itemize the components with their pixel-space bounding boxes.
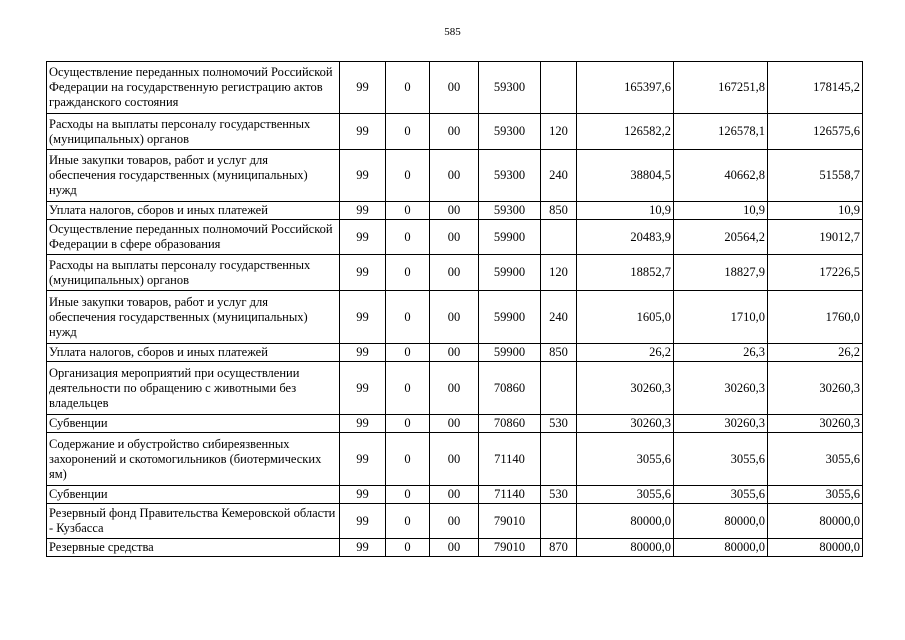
cell-name: Осуществление переданных полномочий Российской Федерации в сфере образования bbox=[47, 220, 340, 255]
cell-code-2: 0 bbox=[386, 504, 430, 539]
cell-amount-2: 80000,0 bbox=[674, 504, 768, 539]
table-row bbox=[47, 220, 863, 255]
table-row bbox=[47, 539, 863, 557]
cell-code-2: 0 bbox=[386, 62, 430, 114]
cell-expense-type: 870 bbox=[541, 539, 577, 557]
cell-amount-2: 30260,3 bbox=[674, 415, 768, 433]
cell-amount-2: 10,9 bbox=[674, 202, 768, 220]
table-row bbox=[47, 114, 863, 150]
cell-code-2: 0 bbox=[386, 114, 430, 150]
cell-amount-1: 126582,2 bbox=[577, 114, 674, 150]
cell-amount-1: 3055,6 bbox=[577, 433, 674, 486]
cell-code-2: 0 bbox=[386, 362, 430, 415]
cell-target-code: 59300 bbox=[479, 202, 541, 220]
cell-code-2: 0 bbox=[386, 415, 430, 433]
cell-code-1: 99 bbox=[340, 114, 386, 150]
cell-target-code: 79010 bbox=[479, 539, 541, 557]
cell-expense-type: 120 bbox=[541, 255, 577, 291]
cell-expense-type bbox=[541, 433, 577, 486]
cell-code-3: 00 bbox=[430, 362, 479, 415]
cell-expense-type: 530 bbox=[541, 486, 577, 504]
cell-amount-3: 80000,0 bbox=[768, 539, 863, 557]
cell-name: Расходы на выплаты персоналу государственных (муниципальных) органов bbox=[47, 255, 340, 291]
cell-amount-2: 20564,2 bbox=[674, 220, 768, 255]
cell-amount-1: 30260,3 bbox=[577, 415, 674, 433]
cell-amount-1: 165397,6 bbox=[577, 62, 674, 114]
cell-code-1: 99 bbox=[340, 504, 386, 539]
cell-code-3: 00 bbox=[430, 504, 479, 539]
cell-amount-2: 167251,8 bbox=[674, 62, 768, 114]
table-row bbox=[47, 486, 863, 504]
cell-target-code: 59900 bbox=[479, 255, 541, 291]
table-row bbox=[47, 291, 863, 344]
cell-amount-1: 20483,9 bbox=[577, 220, 674, 255]
table-row bbox=[47, 433, 863, 486]
cell-code-1: 99 bbox=[340, 433, 386, 486]
cell-amount-3: 30260,3 bbox=[768, 415, 863, 433]
cell-name: Расходы на выплаты персоналу государственных (муниципальных) органов bbox=[47, 114, 340, 150]
cell-expense-type: 240 bbox=[541, 291, 577, 344]
cell-code-2: 0 bbox=[386, 202, 430, 220]
table-body bbox=[47, 62, 863, 557]
cell-code-1: 99 bbox=[340, 344, 386, 362]
cell-amount-2: 1710,0 bbox=[674, 291, 768, 344]
cell-expense-type bbox=[541, 220, 577, 255]
table-row bbox=[47, 504, 863, 539]
cell-expense-type: 850 bbox=[541, 202, 577, 220]
cell-code-2: 0 bbox=[386, 255, 430, 291]
cell-amount-3: 3055,6 bbox=[768, 486, 863, 504]
cell-amount-1: 30260,3 bbox=[577, 362, 674, 415]
cell-code-2: 0 bbox=[386, 220, 430, 255]
cell-name: Иные закупки товаров, работ и услуг для обеспечения государственных (муниципальных) нужд bbox=[47, 150, 340, 202]
cell-name: Резервные средства bbox=[47, 539, 340, 557]
cell-code-1: 99 bbox=[340, 150, 386, 202]
cell-amount-1: 10,9 bbox=[577, 202, 674, 220]
cell-code-2: 0 bbox=[386, 539, 430, 557]
cell-code-3: 00 bbox=[430, 62, 479, 114]
table-row bbox=[47, 255, 863, 291]
cell-code-1: 99 bbox=[340, 539, 386, 557]
cell-code-2: 0 bbox=[386, 344, 430, 362]
cell-code-1: 99 bbox=[340, 362, 386, 415]
cell-amount-3: 3055,6 bbox=[768, 433, 863, 486]
cell-amount-3: 51558,7 bbox=[768, 150, 863, 202]
cell-name: Резервный фонд Правительства Кемеровской области - Кузбасса bbox=[47, 504, 340, 539]
cell-amount-1: 1605,0 bbox=[577, 291, 674, 344]
cell-code-3: 00 bbox=[430, 486, 479, 504]
table-row bbox=[47, 362, 863, 415]
cell-amount-3: 178145,2 bbox=[768, 62, 863, 114]
cell-expense-type bbox=[541, 62, 577, 114]
cell-code-3: 00 bbox=[430, 255, 479, 291]
table-row bbox=[47, 150, 863, 202]
cell-code-3: 00 bbox=[430, 220, 479, 255]
cell-amount-2: 18827,9 bbox=[674, 255, 768, 291]
cell-code-3: 00 bbox=[430, 415, 479, 433]
cell-code-1: 99 bbox=[340, 291, 386, 344]
cell-amount-3: 26,2 bbox=[768, 344, 863, 362]
cell-code-1: 99 bbox=[340, 220, 386, 255]
cell-code-3: 00 bbox=[430, 433, 479, 486]
cell-target-code: 59900 bbox=[479, 344, 541, 362]
cell-expense-type bbox=[541, 504, 577, 539]
cell-code-1: 99 bbox=[340, 255, 386, 291]
cell-code-3: 00 bbox=[430, 344, 479, 362]
cell-amount-1: 3055,6 bbox=[577, 486, 674, 504]
cell-name: Субвенции bbox=[47, 486, 340, 504]
cell-amount-2: 26,3 bbox=[674, 344, 768, 362]
cell-target-code: 59900 bbox=[479, 220, 541, 255]
cell-amount-2: 3055,6 bbox=[674, 433, 768, 486]
cell-code-1: 99 bbox=[340, 202, 386, 220]
cell-expense-type: 240 bbox=[541, 150, 577, 202]
cell-target-code: 59900 bbox=[479, 291, 541, 344]
cell-amount-1: 26,2 bbox=[577, 344, 674, 362]
table-row bbox=[47, 62, 863, 114]
cell-amount-3: 30260,3 bbox=[768, 362, 863, 415]
cell-target-code: 70860 bbox=[479, 415, 541, 433]
table-row bbox=[47, 344, 863, 362]
cell-name: Уплата налогов, сборов и иных платежей bbox=[47, 202, 340, 220]
cell-amount-2: 126578,1 bbox=[674, 114, 768, 150]
cell-code-1: 99 bbox=[340, 62, 386, 114]
cell-target-code: 70860 bbox=[479, 362, 541, 415]
cell-code-1: 99 bbox=[340, 415, 386, 433]
cell-amount-3: 10,9 bbox=[768, 202, 863, 220]
cell-target-code: 59300 bbox=[479, 150, 541, 202]
cell-target-code: 59300 bbox=[479, 114, 541, 150]
cell-target-code: 71140 bbox=[479, 433, 541, 486]
cell-amount-3: 1760,0 bbox=[768, 291, 863, 344]
table-row bbox=[47, 202, 863, 220]
cell-target-code: 71140 bbox=[479, 486, 541, 504]
cell-amount-2: 3055,6 bbox=[674, 486, 768, 504]
cell-target-code: 79010 bbox=[479, 504, 541, 539]
budget-table bbox=[46, 61, 863, 557]
cell-amount-1: 80000,0 bbox=[577, 539, 674, 557]
cell-amount-1: 18852,7 bbox=[577, 255, 674, 291]
cell-name: Организация мероприятий при осуществлении деятельности по обращению с животными без владельцев bbox=[47, 362, 340, 415]
cell-amount-3: 19012,7 bbox=[768, 220, 863, 255]
cell-name: Осуществление переданных полномочий Российской Федерации на государственную регистрацию актов гражданского состояния bbox=[47, 62, 340, 114]
cell-name: Субвенции bbox=[47, 415, 340, 433]
cell-expense-type: 530 bbox=[541, 415, 577, 433]
cell-code-3: 00 bbox=[430, 114, 479, 150]
cell-amount-2: 80000,0 bbox=[674, 539, 768, 557]
cell-code-2: 0 bbox=[386, 291, 430, 344]
cell-name: Иные закупки товаров, работ и услуг для обеспечения государственных (муниципальных) нужд bbox=[47, 291, 340, 344]
cell-code-3: 00 bbox=[430, 539, 479, 557]
cell-code-3: 00 bbox=[430, 202, 479, 220]
cell-code-2: 0 bbox=[386, 433, 430, 486]
cell-code-2: 0 bbox=[386, 150, 430, 202]
cell-amount-3: 80000,0 bbox=[768, 504, 863, 539]
cell-amount-2: 40662,8 bbox=[674, 150, 768, 202]
cell-expense-type bbox=[541, 362, 577, 415]
cell-amount-1: 80000,0 bbox=[577, 504, 674, 539]
cell-code-1: 99 bbox=[340, 486, 386, 504]
cell-code-3: 00 bbox=[430, 291, 479, 344]
cell-amount-3: 17226,5 bbox=[768, 255, 863, 291]
cell-name: Уплата налогов, сборов и иных платежей bbox=[47, 344, 340, 362]
cell-expense-type: 850 bbox=[541, 344, 577, 362]
cell-name: Содержание и обустройство сибиреязвенных захоронений и скотомогильников (биотермических ям) bbox=[47, 433, 340, 486]
cell-code-2: 0 bbox=[386, 486, 430, 504]
cell-expense-type: 120 bbox=[541, 114, 577, 150]
cell-amount-1: 38804,5 bbox=[577, 150, 674, 202]
cell-code-3: 00 bbox=[430, 150, 479, 202]
cell-target-code: 59300 bbox=[479, 62, 541, 114]
table-row bbox=[47, 415, 863, 433]
page-number: 585 bbox=[444, 26, 461, 38]
cell-amount-2: 30260,3 bbox=[674, 362, 768, 415]
cell-amount-3: 126575,6 bbox=[768, 114, 863, 150]
